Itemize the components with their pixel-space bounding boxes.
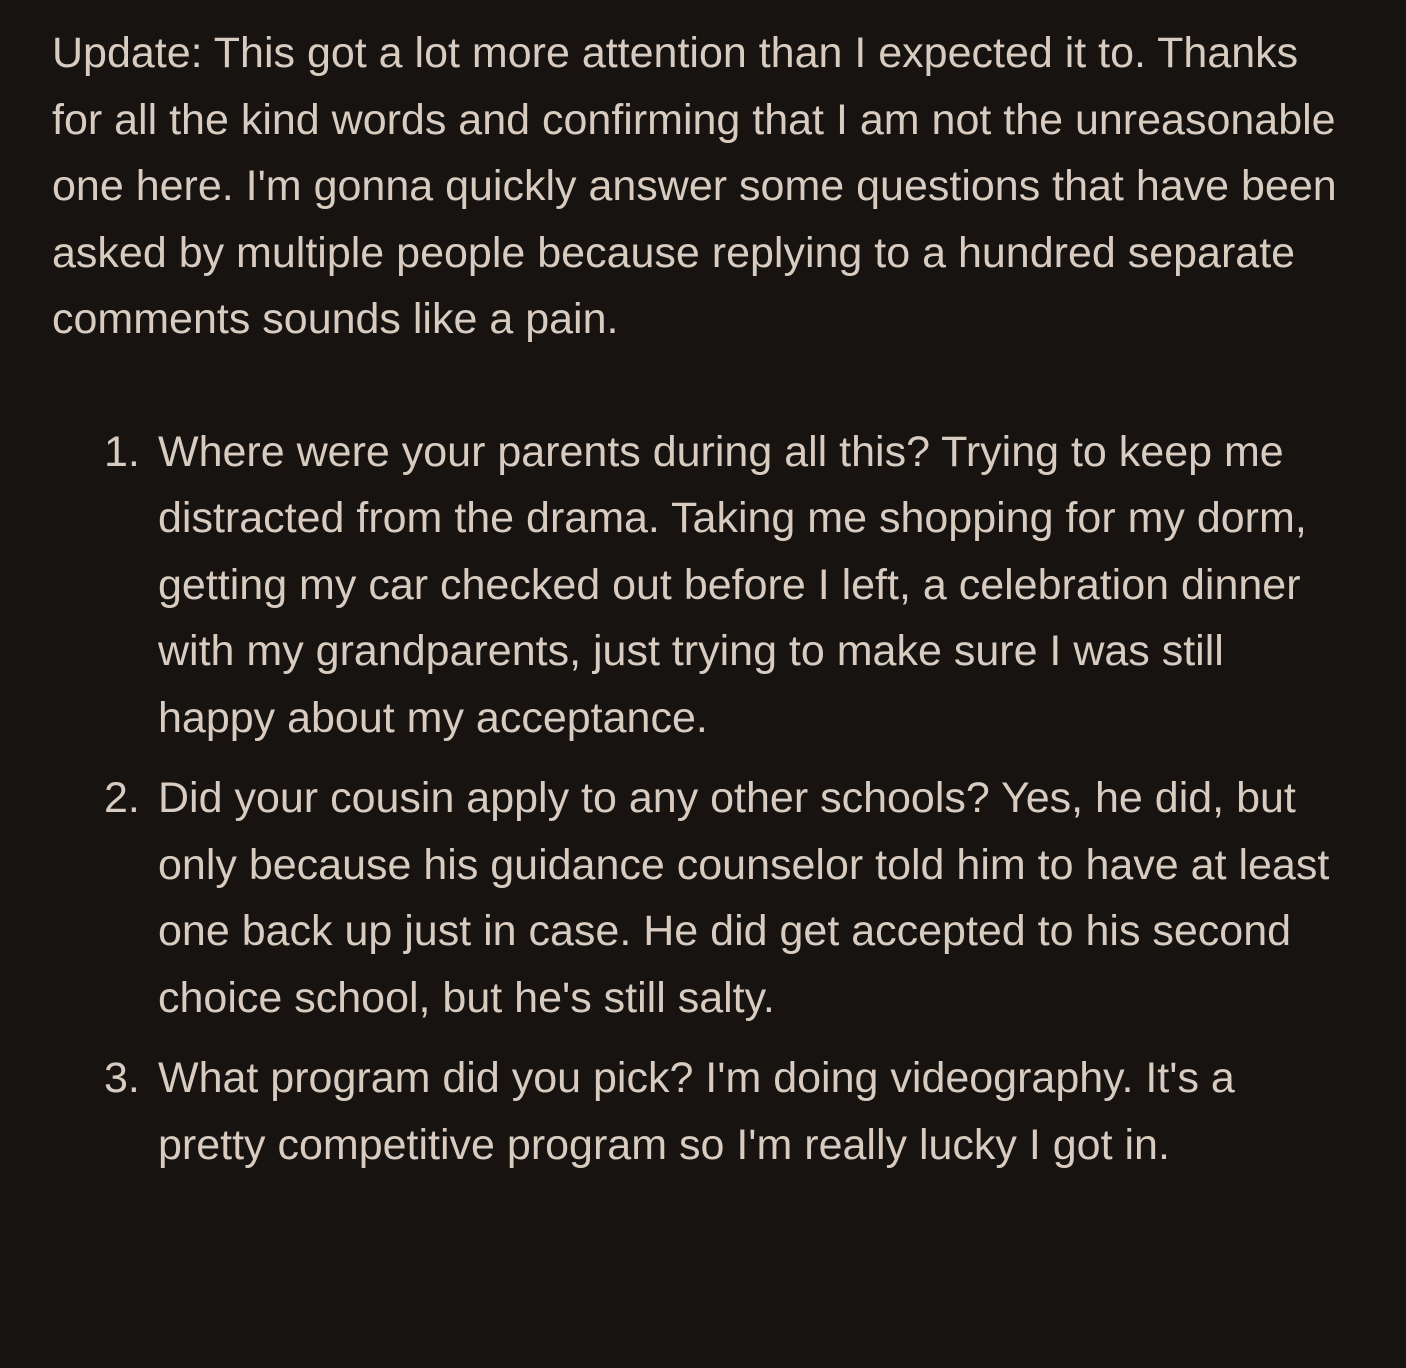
list-item (52, 1045, 1352, 1178)
list-item-text: Did your cousin apply to any other schools? Yes, he did, but only because his guidance counselor told him to have at least one back up just in case. He did get accepted to his second choice school, but he's still salty. (158, 774, 1330, 1022)
list-item-text: What program did you pick? I'm doing videography. It's a pretty competitive program so I'm really lucky I got in. (158, 1054, 1235, 1169)
update-paragraph: Update: This got a lot more attention than I expected it to. Thanks for all the kind words and confirming that I am not the unreasonable one here. I'm gonna quickly answer some questions that have been asked by multiple people because replying to a hundred separate comments sounds like a pain. (52, 29, 1337, 343)
list-item (52, 419, 1352, 752)
qa-list (52, 419, 1352, 1179)
list-item-text: Where were your parents during all this? Trying to keep me distracted from the drama. Taking me shopping for my dorm, getting my car checked out before I left, a celebration dinner with my grandparents, just trying to make sure I was still happy about my acceptance. (158, 427, 1307, 742)
list-item-number: 3. (104, 1054, 140, 1102)
list-item-number: 1. (104, 427, 140, 476)
post-body (52, 20, 1352, 1192)
list-item-number: 2. (104, 774, 140, 822)
list-item (52, 765, 1352, 1031)
